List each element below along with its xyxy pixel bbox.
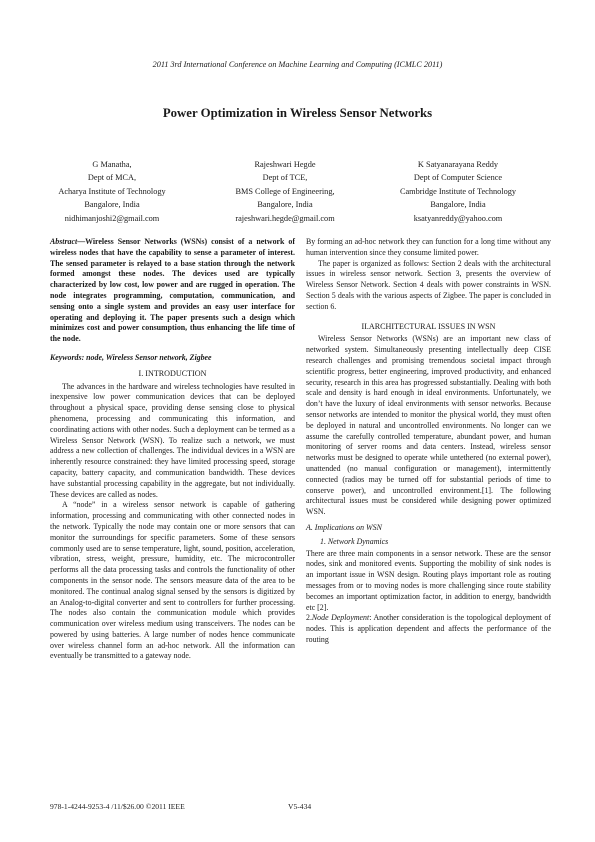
- right-column: [306, 237, 551, 646]
- abstract-text: —Wireless Sensor Networks (WSNs) consist of a network of wireless nodes that have the capability to sense a parameter of interest. The sensed parameter is relayed to a base station through the network formed amongst these nodes. The devices used are typically characterized by low cost, low power and are rugged in operation. The node integrates programming, computation, communication, and sensing onto a single system and provides an easy user interface for operating and deploying it. The paper presents such a design which minimizes cost and power consumption, thus enhancing the life time of the node.: [50, 237, 295, 344]
- author-block-3: [368, 158, 548, 225]
- footer-page-number: V5-434: [288, 802, 312, 811]
- author-block-2: [195, 158, 375, 225]
- author-institution: Cambridge Institute of Technology: [399, 186, 517, 196]
- abstract-lead: Abstract: [50, 237, 78, 246]
- author-block-1: [22, 158, 202, 225]
- author-city: Bangalore, India: [430, 200, 486, 210]
- author-city: Bangalore, India: [257, 200, 313, 210]
- body-paragraph: The paper is organized as follows: Section 2 deals with the architectural issues in wireless sensor network. Section 3, presents the overview of Wireless Sensor Network. Section 4 deals with power constraints in WSN. Section 5 deals with the various aspects of Zigbee. The paper is concluded in section 6.: [306, 258, 551, 311]
- author-name: K Satyanarayana Reddy: [417, 160, 499, 169]
- author-institution: BMS College of Engineering,: [235, 186, 335, 196]
- author-dept: Dept of MCA,: [87, 173, 137, 183]
- abstract: [50, 237, 295, 345]
- body-paragraph: [306, 613, 551, 645]
- body-paragraph: Wireless Sensor Networks (WSNs) are an important new class of networked system. Simultaneously presenting intellectually deep CISE research challenges and promising tremendous societal impact through scientific progress, better engineering, improved productivity, and enhanced security, research in this area has progressed substantially. Dealing with both scale and density is hard enough in ideal environments. Unfortunately, we don’t have the luxury of ideal environments with sensor networks. Because sensor networks are intended to monitor the physical world, they must often be deployed in natural and uncontrolled environments. No longer can we assume the carefully controlled temperature, abundant power, and human monitoring of server rooms and data centers. Instead, wireless sensor networks must be designed to operate while untethered (no external power), unattended (no manual configuration or management), intermittently connected (radios may be turned off for substantial periods of time to conserve power), and uncontrolled environment.[1]. The following architectural issues must be considered while designing power optimized WSN.: [306, 334, 551, 517]
- author-email: rajeshwari.hegde@gmail.com: [235, 213, 335, 223]
- intro-paragraph: The advances in the hardware and wireless technologies have resulted in inexpensive low power communication devices that can be deployed throughout a physical space, providing dense sensing close to physical phenomena, processing and communicating this information, and coordinating actions with other nodes. Such a deployment can be termed as a Wireless Sensor Network (WSN). To realize such a network, we must address a new collection of challenges. The individual devices in a WSN are inherently resource constrained: they have limited processing speed, storage capacity, battery capacity, and communication bandwidth. These devices have substantial processing capability in the aggregate, but not individually. These devices are called as nodes.: [50, 381, 295, 499]
- author-name: G Manatha,: [92, 160, 132, 169]
- item-label: Node Deployment: [311, 613, 370, 623]
- item-text: : Another consideration is the topological deployment of nodes. This is application dependent and affects the performance of the routing: [306, 613, 551, 644]
- keywords: Keywords: node, Wireless Sensor network, Zigbee: [50, 352, 212, 362]
- subsection-heading: A. Implications on WSN: [306, 522, 382, 532]
- conference-header: 2011 3rd International Conference on Machine Learning and Computing (ICMLC 2011): [152, 60, 443, 69]
- item-number: 2.: [306, 613, 312, 623]
- paper-title: Power Optimization in Wireless Sensor Networks: [162, 106, 433, 120]
- author-dept: Dept of TCE,: [262, 173, 308, 183]
- author-institution: Acharya Institute of Technology: [58, 186, 166, 196]
- author-name: Rajeshwari Hegde: [254, 160, 316, 169]
- section-heading-architectural: II.ARCHITECTURAL ISSUES IN WSN: [361, 321, 496, 331]
- section-heading-introduction: I. INTRODUCTION: [138, 368, 207, 378]
- author-dept: Dept of Computer Science: [413, 173, 503, 183]
- author-city: Bangalore, India: [84, 200, 140, 210]
- footer-isbn: 978-1-4244-9253-4 /11/$26.00 ©2011 IEEE: [50, 802, 185, 811]
- intro-paragraph: A “node” in a wireless sensor network is capable of gathering information, processing and communicating with other connected nodes in the network. Typically the node may contain one or more sensors that can monitor the surroundings for specific parameters. Some of these sensors commonly used are to sense temperature, light, sound, position, acceleration, vibration, stress, weight, pressure, humidity, etc. The microcontroller performs all the data processing tasks and controls the functionality of other components in the sensor node. The sensors measure data of the area to be monitored. The continual analog signal sensed by the sensors is digitized by an Analog-to-digital converter and sent to controllers for further processing. The nodes also contain the communication module which provides communication over wireless medium using transceivers. The nodes can be powered by using batteries. A large number of nodes hence communicate over wireless channel form an ad-hoc network. All the information can eventually be transmitted to a gateway node.: [50, 500, 295, 661]
- author-email: ksatyanreddy@yahoo.com: [413, 213, 503, 223]
- body-paragraph: By forming an ad-hoc network they can function for a long time without any human intervention since they consume limited power.: [306, 237, 551, 257]
- subsubsection-heading: 1. Network Dynamics: [320, 536, 389, 546]
- body-paragraph: There are three main components in a sensor network. These are the sensor nodes, sink and monitored events. Supporting the mobility of sink nodes is an important issue in WSN design. Routing plays important role as routing messages from or to moving nodes is more challenging since route stability becomes an important optimization factor, in addition to energy, bandwidth etc [2].: [306, 548, 551, 612]
- left-column: [50, 237, 295, 662]
- author-email: nidhimanjoshi2@gmail.com: [64, 213, 160, 223]
